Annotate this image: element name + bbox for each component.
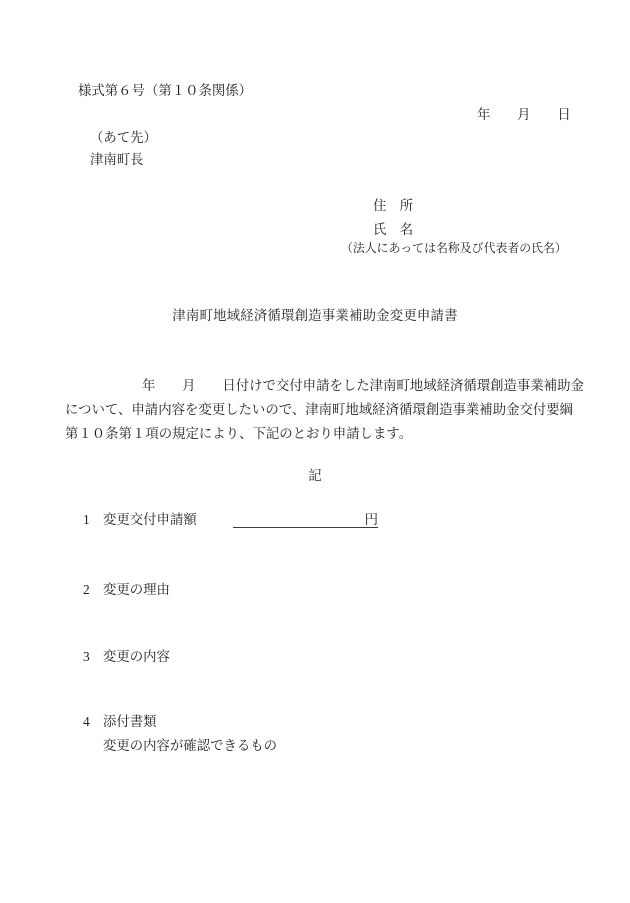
- item-4-subtext: 変更の内容が確認できるもの: [103, 738, 278, 753]
- addressee-label: （あて先）: [90, 130, 157, 145]
- item-4-number: 4: [83, 714, 90, 729]
- item-1-number: 1: [83, 512, 90, 527]
- corporate-name-note: （法人にあっては名称及び代表者の氏名）: [341, 241, 567, 255]
- item-4-label: 添付書類: [103, 714, 157, 729]
- item-1-label: 変更交付申請額: [103, 512, 197, 527]
- form-number: 様式第６号（第１０条関係）: [78, 83, 253, 98]
- body-paragraph-line-2: について、申請内容を変更したいので、津南町地域経済循環創造事業補助金交付要綱: [65, 402, 574, 417]
- address-field-label: 住 所: [373, 198, 414, 213]
- item-3-label: 変更の内容: [103, 649, 170, 664]
- date-line: 年 月 日: [477, 107, 571, 122]
- addressee-name: 津南町長: [90, 152, 144, 167]
- item-3-number: 3: [83, 649, 90, 664]
- name-field-label: 氏 名: [373, 222, 414, 237]
- item-2-number: 2: [83, 582, 90, 597]
- item-2-label: 変更の理由: [103, 582, 170, 597]
- document-title: 津南町地域経済循環創造事業補助金変更申請書: [172, 308, 458, 323]
- ki-marker: 記: [308, 468, 322, 483]
- body-paragraph-line-3: 第１０条第１項の規定により、下記のとおり申請します。: [65, 426, 413, 441]
- yen-unit: 円: [364, 512, 378, 527]
- amount-blank-line: [233, 511, 378, 528]
- body-paragraph-line-1: 年 月 日付けで交付申請をした津南町地域経済循環創造事業補助金: [142, 378, 584, 393]
